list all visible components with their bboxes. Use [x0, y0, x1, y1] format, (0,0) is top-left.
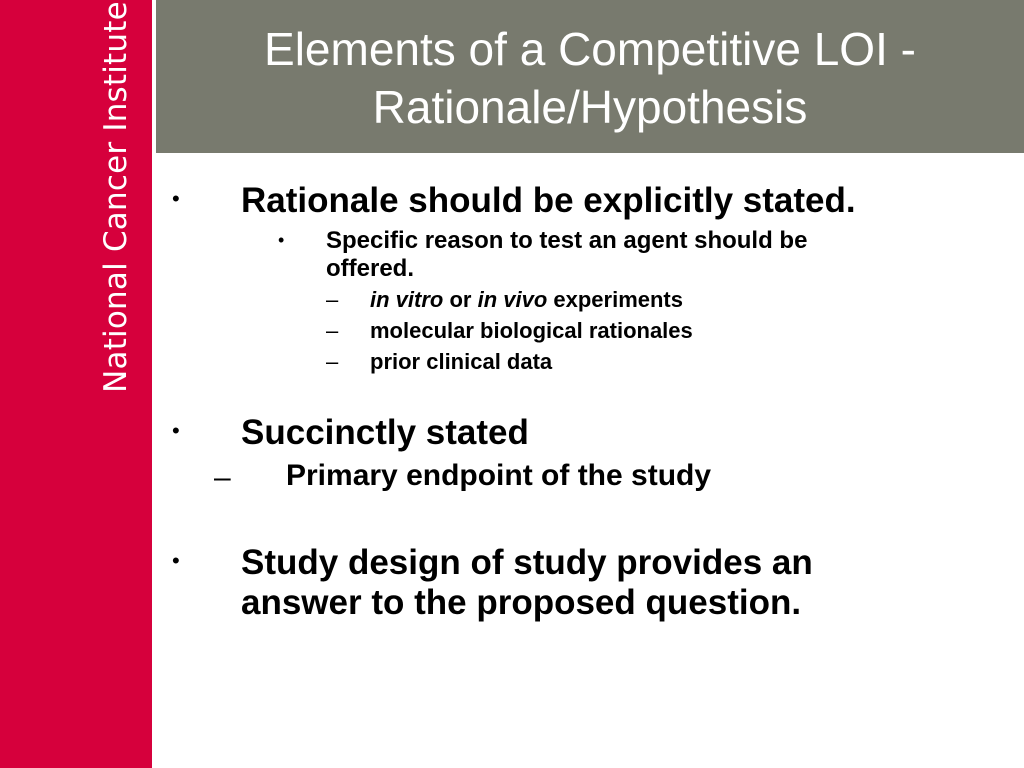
sub-bullet-marker: •: [278, 230, 285, 250]
text-in-vivo: in vivo: [477, 287, 548, 312]
bullet-succinctly-stated: Succinctly stated: [241, 413, 529, 452]
item-in-vitro-in-vivo: [370, 286, 683, 314]
text-in-vitro: in vitro: [370, 287, 444, 312]
sub-bullet-specific-reason: [326, 227, 807, 283]
text-experiments: experiments: [547, 287, 683, 312]
bullet-marker: •: [172, 418, 180, 443]
dash-marker: –: [214, 461, 231, 494]
bullet-marker: •: [172, 548, 180, 573]
item-primary-endpoint: Primary endpoint of the study: [286, 459, 712, 492]
item-molecular-rationales: molecular biological rationales: [370, 318, 693, 343]
bullet-study-design-line-2: answer to the proposed question.: [241, 583, 802, 622]
dash-marker: –: [326, 318, 339, 343]
bullet-study-design: [241, 543, 813, 623]
nci-logo: National Cancer Institute: [98, 1, 134, 393]
sub-bullet-line-2: offered.: [326, 255, 415, 282]
text-or: or: [443, 287, 478, 312]
bullet-rationale: Rationale should be explicitly stated.: [241, 181, 856, 220]
slide-title-line-1: Elements of a Competitive LOI -: [264, 23, 916, 75]
title-bar: [156, 0, 1024, 153]
bullet-study-design-line-1: Study design of study provides an: [241, 543, 813, 582]
dash-marker: –: [326, 349, 339, 374]
bullet-marker: •: [172, 186, 180, 211]
slide-title-line-2: Rationale/Hypothesis: [372, 81, 808, 133]
item-prior-clinical-data: prior clinical data: [370, 349, 553, 374]
sub-bullet-line-1: Specific reason to test an agent should be: [326, 227, 808, 254]
slide-title: [156, 20, 1024, 136]
dash-marker: –: [326, 287, 339, 312]
